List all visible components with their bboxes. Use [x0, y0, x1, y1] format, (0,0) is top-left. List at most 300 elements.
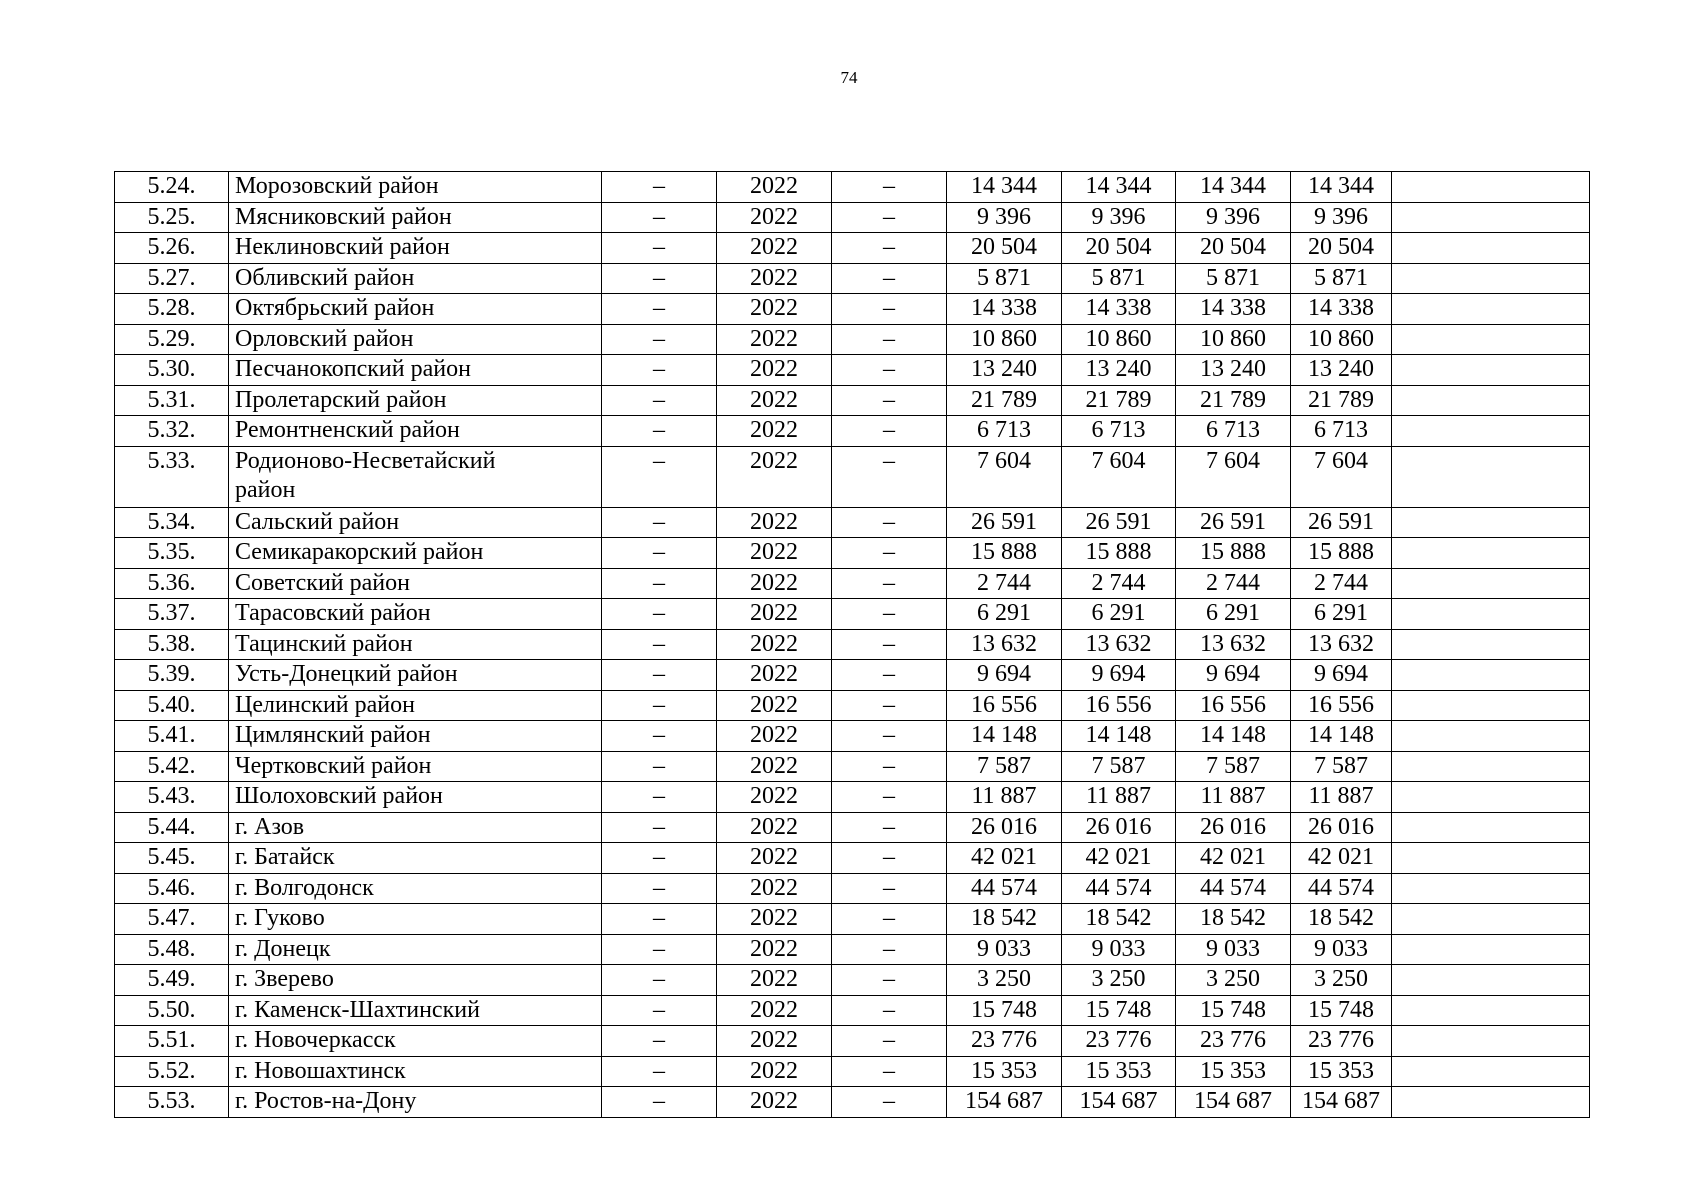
row-number-cell: 5.51. — [115, 1026, 229, 1057]
row-value-cell: 13 632 — [1062, 629, 1176, 660]
row-value-cell: 6 291 — [1176, 599, 1291, 630]
table-row — [115, 782, 1590, 813]
table-row — [115, 1026, 1590, 1057]
row-empty-cell — [1392, 507, 1590, 538]
row-value-cell: 26 016 — [1062, 812, 1176, 843]
row-number-cell: 5.35. — [115, 538, 229, 569]
row-dash-cell: – — [602, 812, 717, 843]
row-value-cell: 7 587 — [1291, 751, 1392, 782]
row-value-cell: 6 291 — [947, 599, 1062, 630]
row-name-cell: Сальский район — [229, 507, 602, 538]
row-value-cell: 10 860 — [1291, 324, 1392, 355]
row-value-cell: 10 860 — [1176, 324, 1291, 355]
row-dash-cell: – — [832, 172, 947, 203]
row-value-cell: 11 887 — [1176, 782, 1291, 813]
row-value-cell: 14 344 — [947, 172, 1062, 203]
row-dash-cell: – — [602, 416, 717, 447]
row-empty-cell — [1392, 1026, 1590, 1057]
row-value-cell: 21 789 — [947, 385, 1062, 416]
row-dash-cell: – — [832, 507, 947, 538]
row-value-cell: 21 789 — [1176, 385, 1291, 416]
row-empty-cell — [1392, 873, 1590, 904]
row-value-cell: 20 504 — [1062, 233, 1176, 264]
row-empty-cell — [1392, 446, 1590, 507]
row-name-cell: Пролетарский район — [229, 385, 602, 416]
row-year-cell: 2022 — [717, 843, 832, 874]
table-row — [115, 355, 1590, 386]
row-name-cell: г. Каменск-Шахтинский — [229, 995, 602, 1026]
row-dash-cell: – — [832, 843, 947, 874]
row-year-cell: 2022 — [717, 446, 832, 507]
table-row — [115, 1087, 1590, 1118]
row-dash-cell: – — [832, 660, 947, 691]
table-row — [115, 690, 1590, 721]
row-name-cell: Усть-Донецкий район — [229, 660, 602, 691]
row-value-cell: 42 021 — [1062, 843, 1176, 874]
row-name-cell: Семикаракорский район — [229, 538, 602, 569]
row-dash-cell: – — [832, 1056, 947, 1087]
row-empty-cell — [1392, 294, 1590, 325]
row-value-cell: 6 713 — [1176, 416, 1291, 447]
row-value-cell: 44 574 — [947, 873, 1062, 904]
row-number-cell: 5.45. — [115, 843, 229, 874]
row-value-cell: 42 021 — [1291, 843, 1392, 874]
row-value-cell: 44 574 — [1291, 873, 1392, 904]
row-value-cell: 2 744 — [1062, 568, 1176, 599]
row-dash-cell: – — [602, 385, 717, 416]
row-number-cell: 5.34. — [115, 507, 229, 538]
row-value-cell: 2 744 — [1291, 568, 1392, 599]
row-number-cell: 5.30. — [115, 355, 229, 386]
row-value-cell: 9 694 — [1176, 660, 1291, 691]
row-value-cell: 18 542 — [1291, 904, 1392, 935]
row-dash-cell: – — [602, 721, 717, 752]
row-dash-cell: – — [602, 873, 717, 904]
row-number-cell: 5.38. — [115, 629, 229, 660]
row-value-cell: 15 748 — [1291, 995, 1392, 1026]
row-dash-cell: – — [832, 1026, 947, 1057]
row-empty-cell — [1392, 263, 1590, 294]
row-value-cell: 9 033 — [1176, 934, 1291, 965]
row-value-cell: 6 291 — [1291, 599, 1392, 630]
row-value-cell: 14 338 — [1291, 294, 1392, 325]
row-name-cell: г. Зверево — [229, 965, 602, 996]
row-year-cell: 2022 — [717, 202, 832, 233]
row-number-cell: 5.42. — [115, 751, 229, 782]
row-dash-cell: – — [602, 1087, 717, 1118]
row-dash-cell: – — [832, 263, 947, 294]
row-empty-cell — [1392, 568, 1590, 599]
table-row — [115, 202, 1590, 233]
row-number-cell: 5.47. — [115, 904, 229, 935]
row-dash-cell: – — [602, 568, 717, 599]
row-year-cell: 2022 — [717, 812, 832, 843]
table-row — [115, 1056, 1590, 1087]
row-number-cell: 5.43. — [115, 782, 229, 813]
row-year-cell: 2022 — [717, 385, 832, 416]
row-value-cell: 26 016 — [1291, 812, 1392, 843]
row-name-cell: г. Батайск — [229, 843, 602, 874]
row-number-cell: 5.29. — [115, 324, 229, 355]
row-number-cell: 5.31. — [115, 385, 229, 416]
row-dash-cell: – — [832, 324, 947, 355]
row-empty-cell — [1392, 721, 1590, 752]
row-name-cell: Шолоховский район — [229, 782, 602, 813]
row-value-cell: 15 353 — [1062, 1056, 1176, 1087]
row-dash-cell: – — [602, 538, 717, 569]
row-name-line-2: район — [235, 476, 296, 503]
row-empty-cell — [1392, 416, 1590, 447]
row-value-cell: 7 587 — [1062, 751, 1176, 782]
table-row — [115, 751, 1590, 782]
table-row — [115, 385, 1590, 416]
row-year-cell: 2022 — [717, 995, 832, 1026]
row-value-cell: 13 240 — [1062, 355, 1176, 386]
row-empty-cell — [1392, 233, 1590, 264]
row-value-cell: 20 504 — [947, 233, 1062, 264]
row-year-cell: 2022 — [717, 599, 832, 630]
row-value-cell: 154 687 — [1291, 1087, 1392, 1118]
row-value-cell: 14 148 — [1062, 721, 1176, 752]
row-value-cell: 3 250 — [947, 965, 1062, 996]
row-empty-cell — [1392, 660, 1590, 691]
table-row — [115, 416, 1590, 447]
row-value-cell: 15 888 — [947, 538, 1062, 569]
row-dash-cell: – — [832, 568, 947, 599]
table-row — [115, 568, 1590, 599]
row-dash-cell: – — [832, 202, 947, 233]
row-name-cell: г. Новошахтинск — [229, 1056, 602, 1087]
row-value-cell: 9 033 — [1062, 934, 1176, 965]
row-dash-cell: – — [832, 385, 947, 416]
row-dash-cell: – — [602, 690, 717, 721]
row-empty-cell — [1392, 355, 1590, 386]
table-row — [115, 904, 1590, 935]
row-year-cell: 2022 — [717, 1087, 832, 1118]
row-value-cell: 13 632 — [947, 629, 1062, 660]
row-value-cell: 3 250 — [1062, 965, 1176, 996]
row-name-cell: Целинский район — [229, 690, 602, 721]
row-dash-cell: – — [832, 965, 947, 996]
row-value-cell: 26 016 — [947, 812, 1062, 843]
row-dash-cell: – — [602, 751, 717, 782]
row-year-cell: 2022 — [717, 904, 832, 935]
row-name-cell: Морозовский район — [229, 172, 602, 203]
budget-table — [114, 171, 1590, 1118]
row-empty-cell — [1392, 599, 1590, 630]
row-value-cell: 13 632 — [1291, 629, 1392, 660]
row-value-cell: 5 871 — [1062, 263, 1176, 294]
row-dash-cell: – — [832, 1087, 947, 1118]
table-row — [115, 294, 1590, 325]
row-empty-cell — [1392, 934, 1590, 965]
row-name-cell — [229, 446, 602, 507]
row-value-cell: 42 021 — [1176, 843, 1291, 874]
row-empty-cell — [1392, 202, 1590, 233]
row-empty-cell — [1392, 782, 1590, 813]
row-value-cell: 23 776 — [947, 1026, 1062, 1057]
row-year-cell: 2022 — [717, 263, 832, 294]
row-value-cell: 9 396 — [1062, 202, 1176, 233]
row-dash-cell: – — [832, 416, 947, 447]
row-value-cell: 9 396 — [1291, 202, 1392, 233]
row-name-cell: Советский район — [229, 568, 602, 599]
row-year-cell: 2022 — [717, 294, 832, 325]
row-value-cell: 23 776 — [1062, 1026, 1176, 1057]
row-number-cell: 5.25. — [115, 202, 229, 233]
row-value-cell: 9 694 — [947, 660, 1062, 691]
row-value-cell: 15 888 — [1062, 538, 1176, 569]
row-value-cell: 44 574 — [1062, 873, 1176, 904]
row-value-cell: 14 148 — [947, 721, 1062, 752]
row-dash-cell: – — [602, 172, 717, 203]
table-row — [115, 721, 1590, 752]
row-year-cell: 2022 — [717, 965, 832, 996]
row-value-cell: 11 887 — [1062, 782, 1176, 813]
row-dash-cell: – — [832, 538, 947, 569]
table-row — [115, 599, 1590, 630]
row-name-line-1: Родионово-Несветайский — [235, 447, 496, 474]
row-year-cell: 2022 — [717, 507, 832, 538]
row-value-cell: 14 148 — [1291, 721, 1392, 752]
row-number-cell: 5.44. — [115, 812, 229, 843]
row-dash-cell: – — [832, 782, 947, 813]
row-value-cell: 13 240 — [1176, 355, 1291, 386]
row-number-cell: 5.37. — [115, 599, 229, 630]
row-dash-cell: – — [832, 721, 947, 752]
row-value-cell: 14 338 — [947, 294, 1062, 325]
row-year-cell: 2022 — [717, 233, 832, 264]
row-value-cell: 7 587 — [947, 751, 1062, 782]
row-dash-cell: – — [602, 202, 717, 233]
row-dash-cell: – — [602, 1026, 717, 1057]
row-name-cell: Обливский район — [229, 263, 602, 294]
row-value-cell: 10 860 — [1062, 324, 1176, 355]
table-row — [115, 446, 1590, 507]
row-empty-cell — [1392, 172, 1590, 203]
row-number-cell: 5.32. — [115, 416, 229, 447]
row-value-cell: 18 542 — [1062, 904, 1176, 935]
row-empty-cell — [1392, 965, 1590, 996]
table-row — [115, 660, 1590, 691]
row-value-cell: 7 604 — [1291, 446, 1392, 507]
row-name-cell: Песчанокопский район — [229, 355, 602, 386]
row-value-cell: 5 871 — [1291, 263, 1392, 294]
row-name-cell: Чертковский район — [229, 751, 602, 782]
row-dash-cell: – — [832, 873, 947, 904]
row-value-cell: 14 344 — [1291, 172, 1392, 203]
row-year-cell: 2022 — [717, 324, 832, 355]
row-value-cell: 6 291 — [1062, 599, 1176, 630]
row-value-cell: 3 250 — [1291, 965, 1392, 996]
row-value-cell: 18 542 — [947, 904, 1062, 935]
row-value-cell: 3 250 — [1176, 965, 1291, 996]
table-row — [115, 843, 1590, 874]
row-value-cell: 7 604 — [947, 446, 1062, 507]
row-empty-cell — [1392, 904, 1590, 935]
row-year-cell: 2022 — [717, 1056, 832, 1087]
table-row — [115, 873, 1590, 904]
row-value-cell: 9 396 — [1176, 202, 1291, 233]
row-year-cell: 2022 — [717, 690, 832, 721]
row-name-cell: Тацинский район — [229, 629, 602, 660]
row-value-cell: 21 789 — [1062, 385, 1176, 416]
table-row — [115, 812, 1590, 843]
row-dash-cell: – — [832, 599, 947, 630]
row-value-cell: 26 016 — [1176, 812, 1291, 843]
row-year-cell: 2022 — [717, 1026, 832, 1057]
row-value-cell: 9 694 — [1062, 660, 1176, 691]
row-value-cell: 16 556 — [947, 690, 1062, 721]
row-value-cell: 9 396 — [947, 202, 1062, 233]
table-row — [115, 172, 1590, 203]
row-name-cell: Орловский район — [229, 324, 602, 355]
row-value-cell: 154 687 — [947, 1087, 1062, 1118]
table-row — [115, 324, 1590, 355]
row-year-cell: 2022 — [717, 721, 832, 752]
row-value-cell: 10 860 — [947, 324, 1062, 355]
row-number-cell: 5.50. — [115, 995, 229, 1026]
row-empty-cell — [1392, 629, 1590, 660]
row-value-cell: 26 591 — [1291, 507, 1392, 538]
row-dash-cell: – — [832, 629, 947, 660]
row-value-cell: 23 776 — [1291, 1026, 1392, 1057]
row-number-cell: 5.26. — [115, 233, 229, 264]
row-dash-cell: – — [602, 263, 717, 294]
row-dash-cell: – — [832, 751, 947, 782]
table-row — [115, 965, 1590, 996]
row-value-cell: 21 789 — [1291, 385, 1392, 416]
row-number-cell: 5.40. — [115, 690, 229, 721]
row-year-cell: 2022 — [717, 538, 832, 569]
row-year-cell: 2022 — [717, 568, 832, 599]
row-number-cell: 5.52. — [115, 1056, 229, 1087]
row-value-cell: 23 776 — [1176, 1026, 1291, 1057]
row-number-cell: 5.39. — [115, 660, 229, 691]
row-value-cell: 14 344 — [1176, 172, 1291, 203]
row-value-cell: 11 887 — [947, 782, 1062, 813]
row-year-cell: 2022 — [717, 172, 832, 203]
row-dash-cell: – — [832, 355, 947, 386]
row-dash-cell: – — [602, 629, 717, 660]
row-dash-cell: – — [602, 324, 717, 355]
row-value-cell: 13 240 — [1291, 355, 1392, 386]
table-row — [115, 507, 1590, 538]
row-value-cell: 15 888 — [1176, 538, 1291, 569]
row-value-cell: 14 344 — [1062, 172, 1176, 203]
row-name-cell: г. Донецк — [229, 934, 602, 965]
table-row — [115, 629, 1590, 660]
row-value-cell: 16 556 — [1176, 690, 1291, 721]
row-value-cell: 6 713 — [1291, 416, 1392, 447]
row-value-cell: 9 033 — [947, 934, 1062, 965]
table-row — [115, 934, 1590, 965]
row-empty-cell — [1392, 995, 1590, 1026]
row-dash-cell: – — [602, 507, 717, 538]
row-dash-cell: – — [832, 995, 947, 1026]
row-name-cell: г. Ростов-на-Дону — [229, 1087, 602, 1118]
row-value-cell: 18 542 — [1176, 904, 1291, 935]
row-dash-cell: – — [602, 233, 717, 264]
row-value-cell: 6 713 — [947, 416, 1062, 447]
row-name-cell: г. Гуково — [229, 904, 602, 935]
row-name-cell: г. Азов — [229, 812, 602, 843]
row-dash-cell: – — [602, 660, 717, 691]
row-value-cell: 15 353 — [1291, 1056, 1392, 1087]
table-body — [115, 172, 1590, 1118]
row-empty-cell — [1392, 538, 1590, 569]
row-value-cell: 2 744 — [947, 568, 1062, 599]
row-number-cell: 5.24. — [115, 172, 229, 203]
row-empty-cell — [1392, 1087, 1590, 1118]
row-dash-cell: – — [602, 843, 717, 874]
row-value-cell: 42 021 — [947, 843, 1062, 874]
row-name-cell: Ремонтненский район — [229, 416, 602, 447]
row-dash-cell: – — [602, 599, 717, 630]
row-number-cell: 5.28. — [115, 294, 229, 325]
row-value-cell: 26 591 — [947, 507, 1062, 538]
row-value-cell: 15 748 — [1176, 995, 1291, 1026]
row-value-cell: 14 338 — [1176, 294, 1291, 325]
row-value-cell: 15 353 — [947, 1056, 1062, 1087]
row-value-cell: 154 687 — [1062, 1087, 1176, 1118]
row-dash-cell: – — [602, 1056, 717, 1087]
row-value-cell: 16 556 — [1062, 690, 1176, 721]
row-value-cell: 154 687 — [1176, 1087, 1291, 1118]
row-empty-cell — [1392, 812, 1590, 843]
row-empty-cell — [1392, 324, 1590, 355]
row-number-cell: 5.27. — [115, 263, 229, 294]
row-value-cell: 26 591 — [1176, 507, 1291, 538]
row-dash-cell: – — [602, 446, 717, 507]
table-row — [115, 233, 1590, 264]
row-value-cell: 5 871 — [1176, 263, 1291, 294]
row-year-cell: 2022 — [717, 355, 832, 386]
row-value-cell: 20 504 — [1291, 233, 1392, 264]
table-row — [115, 995, 1590, 1026]
row-number-cell: 5.41. — [115, 721, 229, 752]
row-dash-cell: – — [832, 934, 947, 965]
row-number-cell: 5.53. — [115, 1087, 229, 1118]
row-value-cell: 15 748 — [1062, 995, 1176, 1026]
row-dash-cell: – — [832, 904, 947, 935]
row-value-cell: 2 744 — [1176, 568, 1291, 599]
row-value-cell: 44 574 — [1176, 873, 1291, 904]
row-empty-cell — [1392, 843, 1590, 874]
row-number-cell: 5.49. — [115, 965, 229, 996]
row-dash-cell: – — [602, 995, 717, 1026]
row-dash-cell: – — [602, 294, 717, 325]
row-name-cell: Неклиновский район — [229, 233, 602, 264]
row-value-cell: 14 148 — [1176, 721, 1291, 752]
row-dash-cell: – — [832, 446, 947, 507]
row-number-cell: 5.33. — [115, 446, 229, 507]
row-value-cell: 15 353 — [1176, 1056, 1291, 1087]
row-value-cell: 7 587 — [1176, 751, 1291, 782]
row-value-cell: 7 604 — [1062, 446, 1176, 507]
row-name-cell: Мясниковский район — [229, 202, 602, 233]
row-value-cell: 13 632 — [1176, 629, 1291, 660]
row-number-cell: 5.46. — [115, 873, 229, 904]
row-name-cell: г. Волгодонск — [229, 873, 602, 904]
row-value-cell: 13 240 — [947, 355, 1062, 386]
row-value-cell: 5 871 — [947, 263, 1062, 294]
row-empty-cell — [1392, 1056, 1590, 1087]
row-year-cell: 2022 — [717, 751, 832, 782]
row-name-cell: Октябрьский район — [229, 294, 602, 325]
row-year-cell: 2022 — [717, 660, 832, 691]
row-empty-cell — [1392, 751, 1590, 782]
